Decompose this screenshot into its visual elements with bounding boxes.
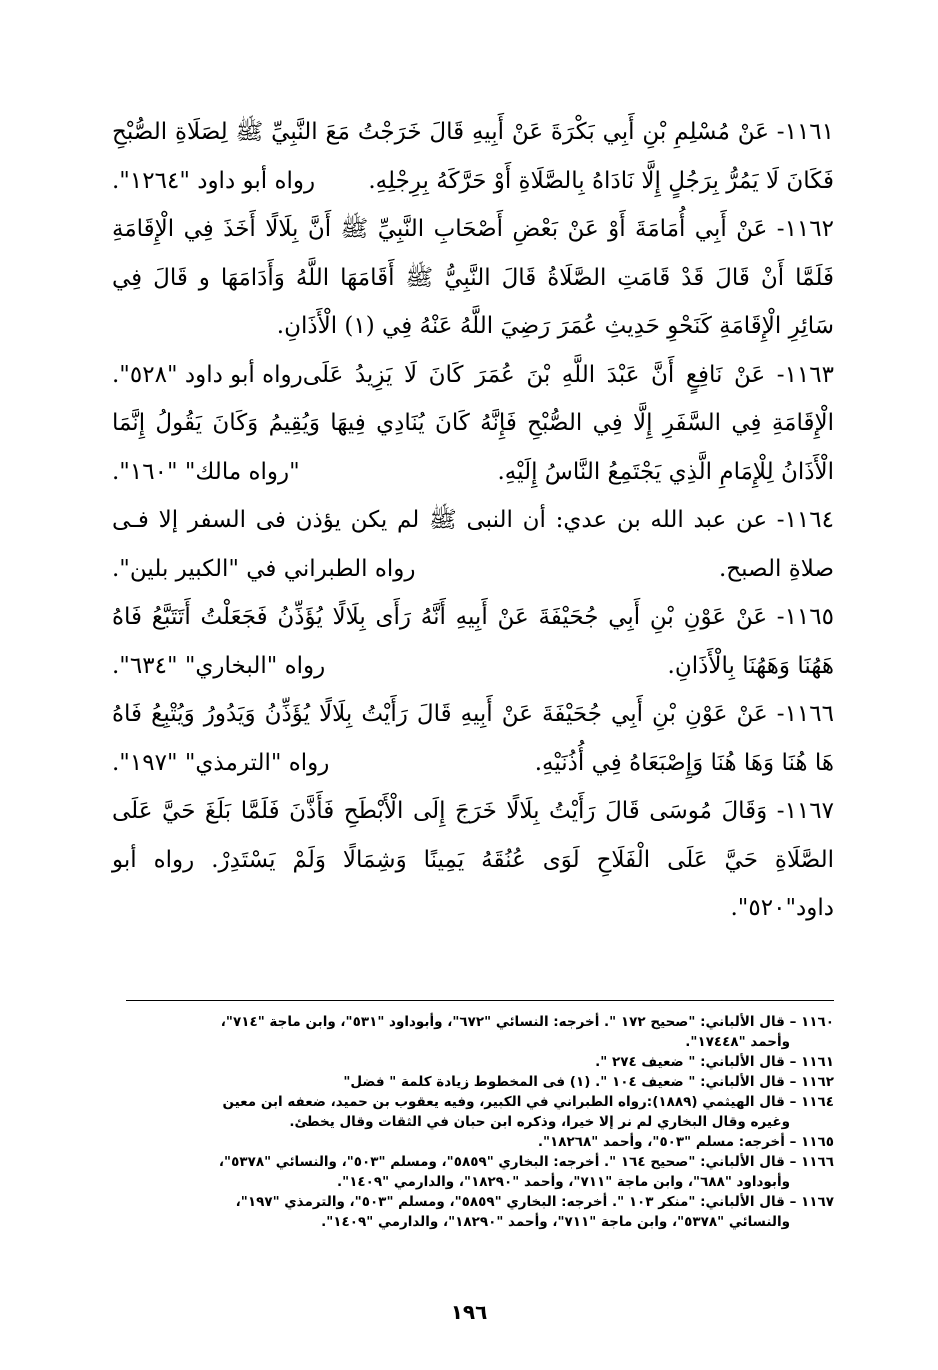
footnote-1164 [110, 1092, 834, 1112]
footnote-continuation: والنسائي "٥٣٧٨"، وابن ماجة "٧١١"، وأحمد "١٨٢٩٠"، والدارمي "١٤٠٩". [321, 1214, 790, 1230]
footnote-1161 [110, 1052, 834, 1072]
hadith-1167 [112, 787, 834, 933]
hadith-source: رواه أبو داود"٥٢٠". [112, 846, 834, 921]
footnote-text: ١١٦٠ – قال الألباني: "صحيح ١٧٢ ". أخرجه: النسائي "٦٧٢"، وأبوداود "٥٣١"، وابن ماجة "٧١٤"، [220, 1014, 834, 1030]
hadith-text: ١١٦١- عَنْ مُسْلِمِ بْنِ أَبِي بَكْرَةَ عَنْ أَبِيهِ قَالَ خَرَجْتُ مَعَ النَّبِيِّ ﷺ لِصَلَاةِ الصُّبْحِ فَكَانَ لَا يَمُرُّ بِرَجُلٍ إِلَّا نَادَاهُ بِالصَّلَاةِ أَوْ حَرَّكَهُ بِرِجْلِهِ. [112, 119, 835, 194]
hadith-source: رواه "البخاري" "٦٣٤". [112, 652, 326, 679]
footnote-continuation: وأحمد "١٧٤٤٨". [685, 1034, 790, 1050]
hadith-source: رواه "الترمذي" "١٩٧". [112, 749, 330, 776]
hadith-source: رواه أبو داود "١٢٦٤". [112, 167, 316, 194]
footnote-text: ١١٦٦ – قال الألباني: "صحيح ١٦٤ ". أخرجه: البخاري "٥٨٥٩"، ومسلم "٥٠٣"، والنسائي "٥٣٧٨"، [218, 1154, 834, 1170]
hadith-text: ١١٦٤- عن عبد الله بن عدي: أن النبى ﷺ لم يكن يؤذن فى السفر إلا فـى صلاةِ الصبح. [112, 507, 834, 582]
hadith-list [112, 108, 834, 933]
footnote-continuation: وأبوداود "٦٨٨"، وابن ماجة "٧١١"، وأحمد "١٨٢٩٠"، والدارمي "١٤٠٩". [337, 1174, 790, 1190]
footnote-text: ١١٦٧ – قال الألباني: "منكر ١٠٣ ". أخرجه: البخاري "٥٨٥٩"، ومسلم "٥٠٣"، والترمذي "١٩٧"، [235, 1194, 834, 1210]
footnote-1162 [110, 1072, 834, 1092]
hadith-text: ١١٦٧- وَقَالَ مُوسَى قَالَ رَأَيْتُ بِلَالًا خَرَجَ إِلَى الْأَبْطَحِ فَأَذَّنَ فَلَمَّا بَلَغَ حَيَّ عَلَى الصَّلَاةِ حَيَّ عَلَى الْفَلَاحِ لَوَى عُنُقَهُ يَمِينًا وَشِمَالًا وَلَمْ يَسْتَدِرْ. [112, 798, 835, 873]
hadith-1164 [112, 496, 834, 593]
page-number: ١٩٦ [450, 1300, 488, 1324]
hadith-1161 [112, 108, 834, 205]
footnote-continuation: وغيره وقال البخاري لم نر إلا خيرا، وذكره ابن حبان في الثقات وقال يخطئ. [289, 1114, 790, 1130]
hadith-1165 [112, 593, 834, 690]
hadith-1162 [112, 205, 834, 388]
hadith-text: ١١٦٦- عَنْ عَوْنِ بْنِ أَبِي جُحَيْفَةَ عَنْ أَبِيهِ قَالَ رَأَيْتُ بِلَالًا يُؤَذِّنُ وَيَدُورُ وَيُتْبِعُ فَاهُ هَا هُنَا وَهَا هُنَا وَإِصْبَعَاهُ فِي أُذُنَيْهِ. [112, 701, 834, 776]
hadith-source: "رواه مالك" "١٦٠". [112, 458, 300, 485]
hadith-source: رواه الطبراني في "الكبير بلين". [112, 555, 416, 582]
footnotes [110, 1012, 834, 1232]
hadith-source: رواه أبو داود "٥٢٨". [112, 361, 303, 388]
footnote-1160 [110, 1012, 834, 1032]
footnote-text: ١١٦٥ – أخرجه: مسلم "٥٠٣"، وأحمد "١٨٢٦٨". [537, 1134, 834, 1150]
footnote-divider [126, 1000, 834, 1001]
hadith-text: ١١٦٢- عَنْ أَبِي أُمَامَةَ أَوْ عَنْ بَعْضِ أَصْحَابِ النَّبِيِّ ﷺ أَنَّ بِلَالًا أَخَذَ فِي الْإِقَامَةِ فَلَمَّا أَنْ قَالَ قَدْ قَامَتِ الصَّلَاةُ قَالَ النَّبِيُّ ﷺ أَقَامَهَا اللَّهُ وَأَدَامَهَا و قَالَ فِي سَائِرِ الْإِقَامَةِ كَنَحْوِ حَدِيثِ عُمَرَ رَضِيَ اللَّهُ عَنْهُ فِي (١) الْأَذَانِ. [112, 216, 834, 339]
hadith-text: ١١٦٥- عَنْ عَوْنِ بْنِ أَبِي جُحَيْفَةَ عَنْ أَبِيهِ أَنَّهُ رَأَى بِلَالًا يُؤَذِّنُ فَجَعَلْتُ أَتَتَبَّعُ فَاهُ هَهُنَا وَهَهُنَا بِالْأَذَانِ. [112, 604, 834, 679]
hadith-1166 [112, 690, 834, 787]
footnote-text: ١١٦١ – قال الألباني: " ضعيف ٢٧٤ ". [595, 1054, 834, 1070]
footnote-1167 [110, 1192, 834, 1212]
footnote-text: ١١٦٤ – قال الهيثمي (١٨٨٩):رواه الطبراني في الكبير، وفيه يعقوب بن حميد، ضعفه ابن معين [222, 1094, 834, 1110]
hadith-text: ١١٦٣- عَنْ نَافِعٍ أَنَّ عَبْدَ اللَّهِ بْنَ عُمَرَ كَانَ لَا يَزِيدُ عَلَى الْإِقَامَةِ فِي السَّفَرِ إِلَّا فِي الصُّبْحِ فَإِنَّهُ كَانَ يُنَادِي فِيهَا وَيُقِيمُ وَكَانَ يَقُولُ إِنَّمَا الْأَذَانُ لِلْإِمَامِ الَّذِي يَجْتَمِعُ النَّاسُ إِلَيْهِ. [112, 361, 834, 485]
footnote-1166 [110, 1152, 834, 1172]
footnote-text: ١١٦٢ – قال الألباني: " ضعيف ١٠٤ ". (١) فى المخطوط زيادة كلمة " فضل" [343, 1074, 834, 1090]
footnote-1165 [110, 1132, 834, 1152]
